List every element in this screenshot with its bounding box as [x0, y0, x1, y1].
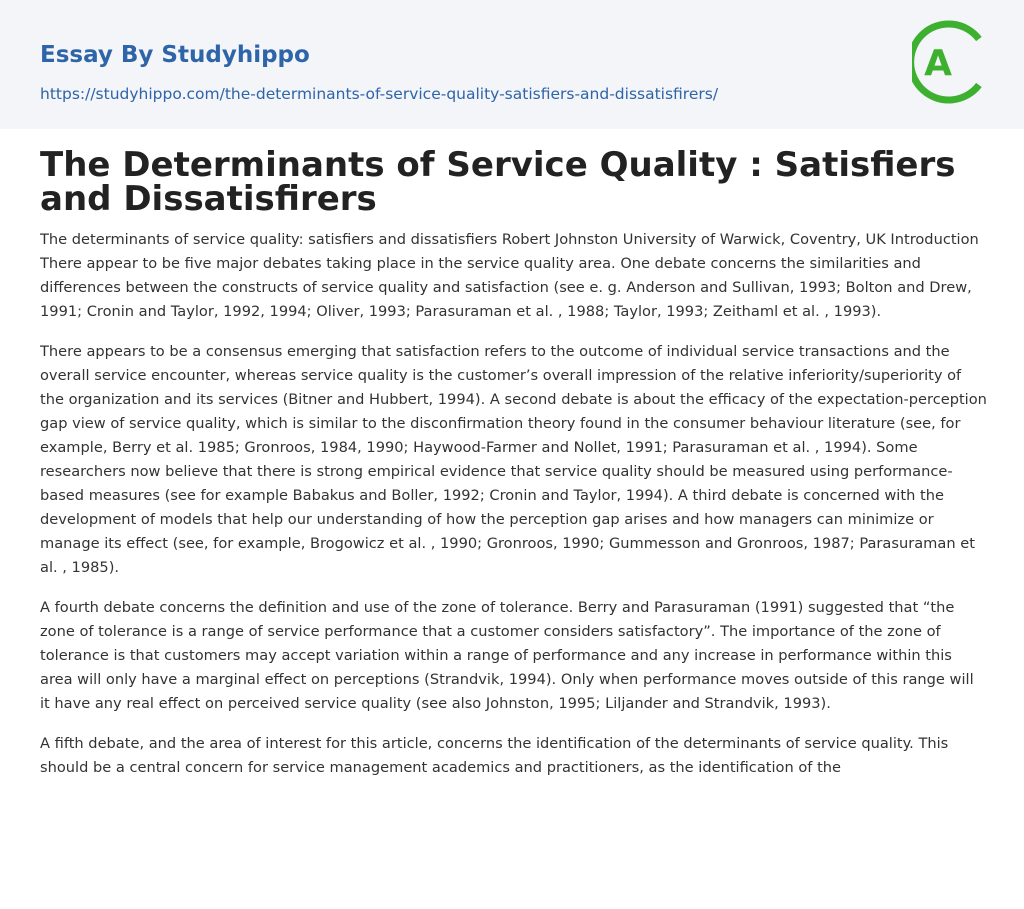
article-url-link[interactable]: https://studyhippo.com/the-determinants-of-service-quality-satisfiers-and-dissatisfirers/: [40, 85, 719, 103]
paragraph-1: The determinants of service quality: satisfiers and dissatisfiers Robert Johnston University of Warwick, Coventry, UK Introduction There appear to be five major debates taking place in the service quality area. One debate concerns the similarities and differences between the constructs of service quality and satisfaction (see e. g. Anderson and Sullivan, 1993; Bolton and Drew, 1991; Cronin and Taylor, 1992, 1994; Oliver, 1993; Parasuraman et al. , 1988; Taylor, 1993; Zeithaml et al. , 1993).: [40, 231, 979, 320]
site-header: [0, 0, 1024, 129]
paragraph-3: A fourth debate concerns the definition and use of the zone of tolerance. Berry and Parasuraman (1991) suggested that “the zone of tolerance is a range of service performance that a customer considers satisfactory”. The importance of the zone of tolerance is that customers may accept variation within a range of performance and any increase in performance within this area will only have a marginal effect on perceptions (Strandvik, 1994). Only when performance moves outside of this range will it have any real effect on perceived service quality (see also Johnston, 1995; Liljander and Strandvik, 1993).: [40, 599, 974, 712]
article-body: [40, 228, 988, 796]
logo-letter: A: [924, 43, 952, 84]
paragraph-4: A fifth debate, and the area of interest for this article, concerns the identification of the determinants of service quality. This should be a central concern for service management academics and practitioners, as the identification of the: [40, 735, 949, 776]
studyhippo-logo-icon[interactable]: [912, 19, 988, 105]
paragraph-2: There appears to be a consensus emerging that satisfaction refers to the outcome of individual service transactions and the overall service encounter, whereas service quality is the customer’s overall impression of the relative inferiority/superiority of the organization and its services (Bitner and Hubbert, 1994). A second debate is about the efficacy of the expectation-perception gap view of service quality, which is similar to the disconfirmation theory found in the consumer behaviour literature (see, for example, Berry et al. 1985; Gronroos, 1984, 1990; Haywood-Farmer and Nollet, 1991; Parasuraman et al. , 1994). Some researchers now believe that there is strong empirical evidence that service quality should be measured using performance-based measures (see for example Babakus and Boller, 1992; Cronin and Taylor, 1994). A third debate is concerned with the development of models that help our understanding of how the perception gap arises and how managers can minimize or manage its effect (see, for example, Brogowicz et al. , 1990; Gronroos, 1990; Gummesson and Gronroos, 1987; Parasuraman et al. , 1985).: [40, 343, 987, 576]
article-title: The Determinants of Service Quality : Satisfiers and Dissatisfirers: [40, 145, 956, 219]
brand-title[interactable]: Essay By Studyhippo: [40, 42, 310, 68]
